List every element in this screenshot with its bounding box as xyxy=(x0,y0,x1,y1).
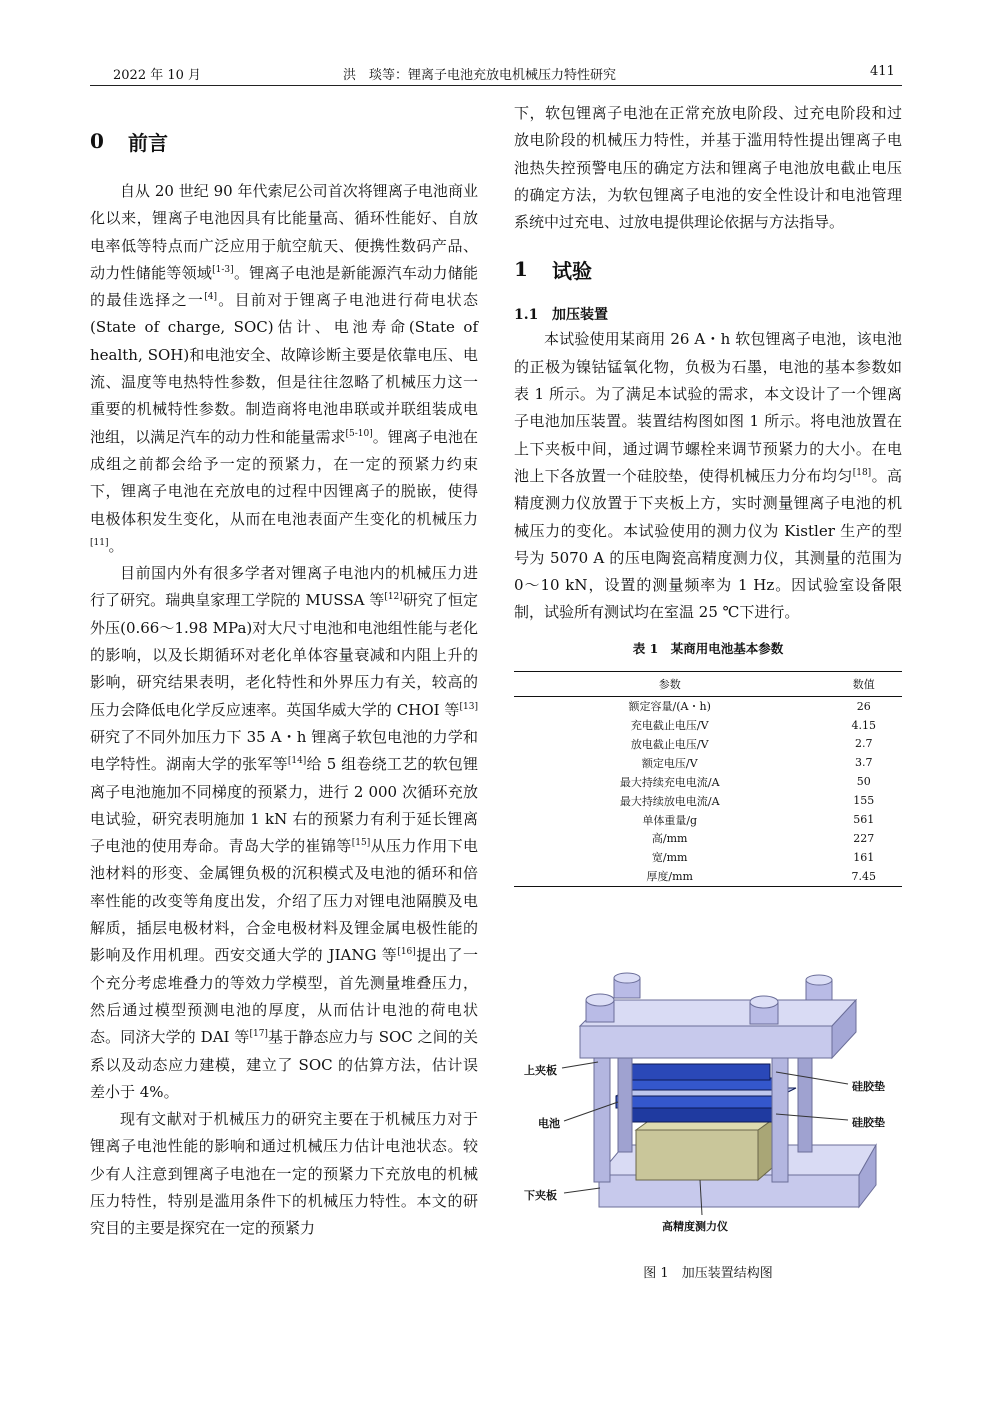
table-row xyxy=(514,753,902,772)
paragraph-text: 从压力作用下电池材料的形变、金属锂负极的沉积模式及电池的循环和倍率性能的改变等角度出发，介绍了压力对锂电池隔膜及电解质，插层电极材料，合金电极材料及锂金属电极性能的影响及作用机理。西安交通大学的 JIANG 等 xyxy=(90,837,478,965)
table-row xyxy=(514,829,902,848)
citation-marker: [17] xyxy=(249,1029,268,1040)
citation-marker: [12] xyxy=(384,592,403,603)
upper-plate-front xyxy=(580,1026,832,1058)
paragraph-text: 研究了恒定外压(0.66～1.98 MPa)对大尺寸电池和电池组性能与老化的影响，以及长期循环对老化单体容量衰减和内阻上升的影响，研究结果表明，老化特性和外界压力有关，较高的压力会降低电化学反应速率。英国华威大学的 CHOI 等 xyxy=(90,591,478,719)
table-cell-value: 161 xyxy=(853,850,875,864)
right-column xyxy=(514,100,902,887)
paragraph-text: 现有文献对于机械压力的研究主要在于机械压力对于锂离子电池性能的影响和通过机械压力估计电池状态。较少有人注意到锂离子电池在一定的预紧力下充放电的机械压力特性，特别是滥用条件下的机械压力特性。本文的研究目的主要是探究在一定的预紧力 xyxy=(90,1110,478,1238)
intro-paragraph-3 xyxy=(90,1106,478,1242)
label-pad-top: 硅胶垫 xyxy=(852,1080,885,1093)
citation-marker: [5-10] xyxy=(345,428,373,439)
paragraph-text: 下，软包锂离子电池在正常充放电阶段、过充电阶段和过放电阶段的机械压力特性，并基于滥用特性提出锂离子电池热失控预警电压的确定方法和锂离子电池放电截止电压的确定方法，为软包锂离子电池的安全性设计和电池管理系统中过充电、过放电提供理论依据与方法指导。 xyxy=(514,104,902,232)
section-title: 试验 xyxy=(552,258,592,283)
header-date: 2022 年 10 月 xyxy=(113,68,202,83)
table-header-row xyxy=(514,671,902,696)
citation-marker: [4] xyxy=(204,292,217,303)
paragraph-text: 本试验使用某商用 26 A・h 软包锂离子电池，该电池的正极为镍钴锰氧化物，负极为石墨，电池的基本参数如表 1 所示。为了满足本试验的需求，本文设计了一个锂离子电池加压装置。装置结构图如图 1 所示。将电池放置在上下夹板中间，通过调节螺栓来调节预紧力的大小。在电池上下各放置一个硅胶垫，使得机械压力分布均匀 xyxy=(514,330,902,485)
pressure-device-diagram xyxy=(514,960,902,1245)
table-row xyxy=(514,867,902,886)
table-row xyxy=(514,772,902,791)
paragraph-text: 提出了一个充分考虑堆叠力的等效力学模型，首先测量堆叠压力，然后通过模型预测电池的厚度，从而估计电池的荷电状态。同济大学的 DAI 等 xyxy=(90,946,478,1047)
table-cell-value: 227 xyxy=(853,831,875,845)
label-upper-plate: 上夹板 xyxy=(524,1064,557,1077)
section-number: 0 xyxy=(90,129,104,153)
table-cell-value: 4.15 xyxy=(851,718,876,732)
table-cell-value: 2.7 xyxy=(854,737,873,751)
paragraph-text: 。目前对于锂离子电池进行荷电状态(State of charge, SOC)估计、电池寿命(State of health, SOH)和电池安全、故障诊断主要是依靠电压、电流、温度等电热特性参数，但是往往忽略了机械压力这一重要的机械特性参数。制造商将电池串联或并联组装成电池组，以满足汽车的动力性和能量需求 xyxy=(90,291,478,446)
table-cell-param: 最大持续放电电流/A xyxy=(619,794,720,808)
table-cell-value: 50 xyxy=(856,775,871,789)
citation-marker: [1-3] xyxy=(212,264,234,275)
leader-upper-plate xyxy=(562,1062,598,1068)
citation-marker: [13] xyxy=(459,701,478,712)
post-front-right xyxy=(772,1058,788,1182)
table-header-value: 数值 xyxy=(825,671,902,696)
citation-marker: [14] xyxy=(287,756,307,767)
table-row xyxy=(514,716,902,735)
table-cell-param: 厚度/mm xyxy=(514,867,825,886)
nut-front-left xyxy=(586,994,614,1022)
intro-paragraph-2 xyxy=(90,560,478,1106)
figure-1-caption: 图 1 加压装置结构图 xyxy=(643,1266,773,1281)
figure-1 xyxy=(514,960,902,1245)
table-cell-value: 561 xyxy=(853,813,875,827)
table-row xyxy=(514,848,902,867)
table-cell-param: 最大持续充电电流/A xyxy=(619,775,720,789)
upper-plate-top xyxy=(580,1000,856,1026)
subsection-title: 加压装置 xyxy=(552,307,608,324)
table-1 xyxy=(514,671,902,887)
paragraph-text: 自从 20 世纪 90 年代索尼公司首次将锂离子电池商业化以来，锂离子电池因具有比能量高、循环性能好、自放电率低等特点而广泛应用于航空航天、便携性数码产品、动力性储能等领域 xyxy=(90,182,478,282)
table-row xyxy=(514,791,902,810)
table-header-param: 参数 xyxy=(514,671,825,696)
table-cell-value: 7.45 xyxy=(825,867,902,886)
paragraph-text: 基于静态应力与 SOC 之间的关系以及动态应力建模，建立了 SOC 的估算方法，估计误差小于 4%。 xyxy=(90,1028,478,1101)
table-cell-param: 单体重量/g xyxy=(642,813,698,827)
subsection-1-1-heading xyxy=(514,304,902,326)
paragraph-text: 。 xyxy=(108,536,124,555)
table-cell-value: 155 xyxy=(853,794,875,808)
label-sensor: 高精度测力仪 xyxy=(662,1220,728,1233)
table-cell-param: 宽/mm xyxy=(651,851,688,865)
nut-front-right xyxy=(750,996,778,1024)
citation-marker: [15] xyxy=(351,838,371,849)
paragraph-text: 给 5 组卷绕工艺的软包锂离子电池施加不同梯度的预紧力，进行 2 000 次循环充放电试验，研究表明施加 1 kN 右的预紧力有利于延长锂离子电池的使用寿命。青岛大学的崔锦等 xyxy=(90,755,478,856)
citation-marker: [11] xyxy=(90,537,109,548)
section-0-heading xyxy=(90,126,478,156)
post-front-left xyxy=(594,1058,610,1182)
section-1-heading xyxy=(514,254,902,284)
subsection-number: 1.1 xyxy=(514,307,539,324)
leader-lower-plate xyxy=(564,1188,600,1193)
experiment-paragraph-1 xyxy=(514,326,902,626)
label-pad-bottom: 硅胶垫 xyxy=(852,1116,885,1129)
paragraph-text: 。高精度测力仪放置于下夹板上方，实时测量锂离子电池的机械压力的变化。本试验使用的测力仪为 Kistler 生产的型号为 5070 A 的压电陶瓷高精度测力仪，其测量的范围为 0～10 kN，设置的测量频率为 1 Hz。因试验室设备限制，试验所有测试均在室温 25 ℃下进行。 xyxy=(514,466,902,622)
table-row xyxy=(514,696,902,715)
table-1-caption: 表 1 某商用电池基本参数 xyxy=(632,640,784,656)
lower-silicone-pad xyxy=(622,1108,774,1122)
paragraph-text: 目前国内外有很多学者对锂离子电池内的机械压力进行了研究。瑞典皇家理工学院的 MUSSA 等 xyxy=(90,564,478,610)
table-cell-value: 26 xyxy=(856,699,871,713)
nut-back-left xyxy=(614,973,640,998)
left-column xyxy=(90,100,478,1243)
table-row xyxy=(514,810,902,829)
header-page-number: 411 xyxy=(870,64,895,79)
table-row xyxy=(514,735,902,754)
citation-marker: [16] xyxy=(397,947,416,958)
table-cell-param: 充电截止电压/V xyxy=(630,719,709,733)
table-cell-param: 放电截止电压/V xyxy=(630,737,709,751)
paragraph-text: 。锂离子电池是新能源汽车动力储能的最佳选择之一 xyxy=(90,263,478,310)
header-rule xyxy=(90,85,902,86)
label-battery: 电池 xyxy=(538,1117,560,1130)
intro-paragraph-1 xyxy=(90,178,478,560)
table-cell-param: 额定容量/(A・h) xyxy=(628,700,711,714)
table-cell-param: 额定电压/V xyxy=(641,756,698,770)
header-title: 洪 琰等：锂离子电池充放电机械压力特性研究 xyxy=(343,68,617,83)
table-cell-param: 高/mm xyxy=(651,832,688,846)
force-sensor xyxy=(636,1130,758,1180)
upper-pad-block xyxy=(630,1064,770,1080)
nut-back-right xyxy=(806,975,832,1000)
section-title: 前言 xyxy=(128,130,168,155)
intro-paragraph-3-continued xyxy=(514,100,902,236)
battery-cell xyxy=(616,1096,780,1108)
paragraph-text: 。锂离子电池在成组之前都会给予一定的预紧力，在一定的预紧力约束下，锂离子电池在充放电的过程中因锂离子的脱嵌，使得电极体积发生变化，从而在电池表面产生变化的机械压力 xyxy=(90,427,478,528)
citation-marker: [18] xyxy=(852,467,872,478)
section-number: 1 xyxy=(514,257,528,282)
paragraph-text: 研究了不同外加压力下 35 A・h 锂离子软包电池的力学和电学特性。湖南大学的张军等 xyxy=(90,727,478,774)
label-lower-plate: 下夹板 xyxy=(524,1189,557,1202)
table-cell-value: 3.7 xyxy=(854,756,873,770)
